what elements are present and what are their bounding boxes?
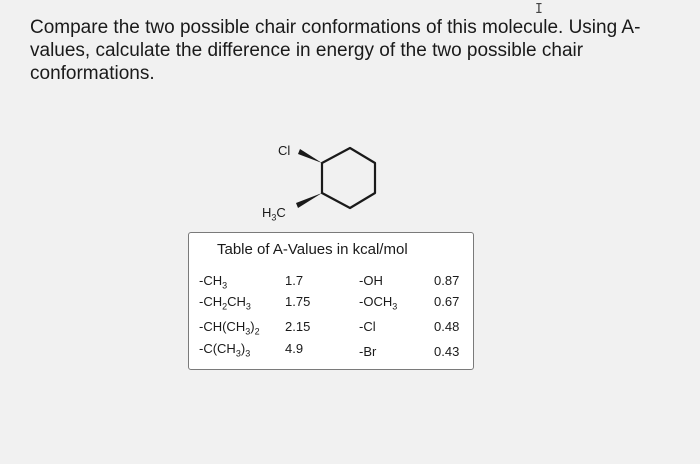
molecule-structure — [255, 135, 395, 230]
left-group-0: $-CH_3$ — [199, 273, 228, 291]
atom-label-ch3: $H_3C$ — [262, 205, 286, 223]
text-cursor-icon: I — [535, 2, 543, 17]
wedge-bond-cl — [298, 149, 322, 163]
left-value-0: 1.7 — [285, 273, 304, 288]
left-group-2: $-CH(CH_3)_2$ — [199, 319, 260, 337]
right-value-3: 0.43 — [434, 344, 460, 359]
right-value-0: 0.87 — [434, 273, 460, 288]
right-group-3: -Br — [359, 344, 377, 359]
atom-label-cl: Cl — [278, 143, 291, 158]
cyclohexane-ring — [322, 148, 375, 208]
table-title: Table of A-Values in kcal/mol — [217, 241, 408, 258]
right-group-2: -Cl — [359, 319, 376, 334]
left-value-3: 4.9 — [285, 341, 304, 356]
left-value-2: 2.15 — [285, 319, 311, 334]
a-values-table — [188, 232, 474, 370]
question-text: Compare the two possible chair conformations of this molecule. Using A-values, calculate the difference in energy of the two possible chair conformations. — [30, 17, 641, 84]
wedge-bond-ch3 — [296, 193, 322, 208]
right-value-1: 0.67 — [434, 294, 460, 309]
left-group-1: $-CH_2CH_3$ — [199, 294, 251, 312]
left-value-1: 1.75 — [285, 294, 311, 309]
left-group-3: $-C(CH_3)_3$ — [199, 341, 251, 359]
right-value-2: 0.48 — [434, 319, 460, 334]
right-group-1: $-OCH_3$ — [359, 294, 398, 312]
right-group-0: -OH — [359, 273, 383, 288]
